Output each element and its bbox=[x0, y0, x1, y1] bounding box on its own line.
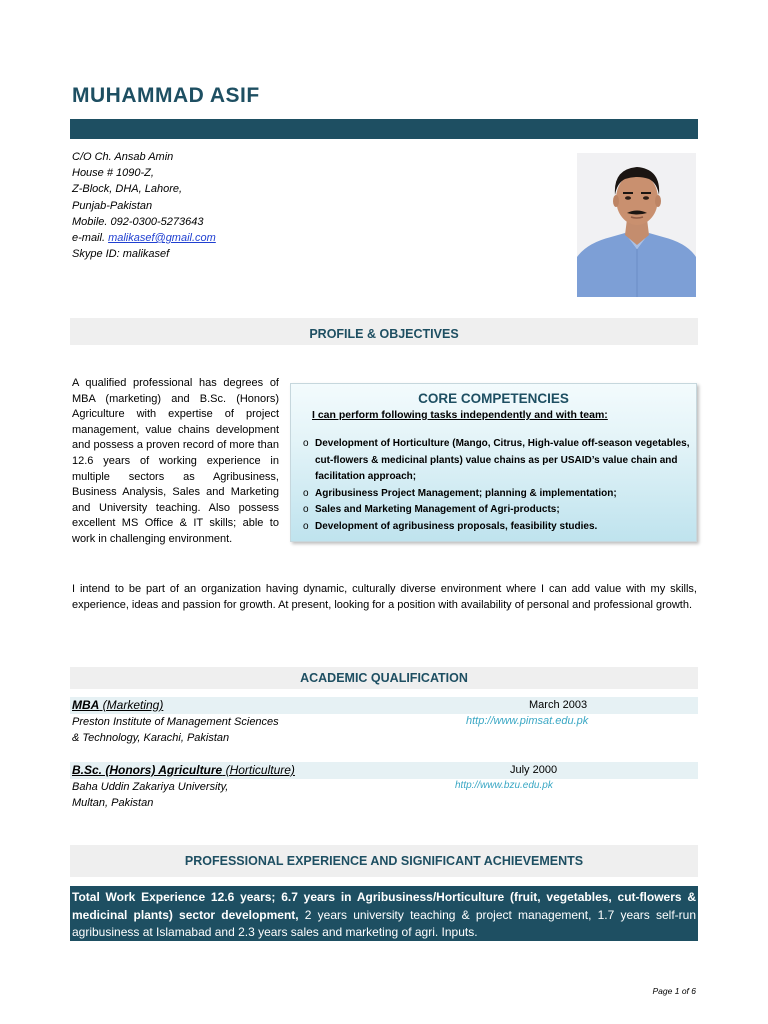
contact-line: Punjab-Pakistan bbox=[72, 199, 153, 212]
experience-summary-bold: Total Work Experience 12.6 years; 6.7 years in Agribusiness/Horticulture (fruit, vegetables, cut-flowers & medicinal plants) sector development, bbox=[72, 890, 696, 922]
core-competencies-title: CORE COMPETENCIES bbox=[418, 391, 569, 406]
section-academic-heading: ACADEMIC QUALIFICATION bbox=[70, 667, 698, 689]
degree-date: July 2000 bbox=[510, 764, 558, 776]
degree-major: (Marketing) bbox=[99, 698, 164, 712]
experience-summary-box bbox=[70, 886, 698, 941]
institution-url[interactable]: http://www.pimsat.edu.pk bbox=[466, 715, 589, 727]
degree-row-mba bbox=[70, 697, 698, 714]
email-link[interactable]: malikasef@gmail.com bbox=[108, 232, 216, 245]
career-objective: I intend to be part of an organization having dynamic, culturally diverse environment where I can add value with my skills, experience, ideas and passion for growth. At present, looking for a position with availability of personal and professional growth. bbox=[72, 583, 697, 611]
section-profile-heading: PROFILE & OBJECTIVES bbox=[70, 318, 698, 345]
core-competencies-intro: I can perform following tasks independently and with team: bbox=[312, 409, 608, 421]
contact-line: House # 1090-Z, bbox=[72, 167, 154, 180]
profile-summary: A qualified professional has degrees of MBA (marketing) and B.Sc. (Honors) Agriculture with expertise of project management, value chains development and possess a proven record of more than 12.6 years of working experience in multiple sectors as Agribusiness, Business Analysis, Sales and Marketing and University teaching. Also possess excellent MS Office & IT skills; able to work in challenging environment. bbox=[72, 377, 279, 545]
candidate-name: MUHAMMAD ASIF bbox=[72, 84, 260, 107]
experience-summary-rest: 2 years university teaching & project management, 1.7 years self-run agribusiness at Islamabad and 2.3 years sales and marketing of agri. Inputs. bbox=[72, 907, 696, 939]
competency-item: o Development of Horticulture (Mango, Citrus, High-value off-season vegetables, cut-flowers & medicinal plants) value chains as per USAID’s value chain and facilitation approach; bbox=[303, 436, 695, 486]
contact-line: Z-Block, DHA, Lahore, bbox=[72, 183, 183, 196]
institution-line: Preston Institute of Management Sciences bbox=[72, 716, 279, 728]
competency-item: o Development of agribusiness proposals, feasibility studies. bbox=[303, 519, 695, 536]
institution bbox=[72, 779, 228, 811]
institution-line: Multan, Pakistan bbox=[72, 797, 154, 810]
header-bar bbox=[70, 119, 698, 139]
section-experience-heading: PROFESSIONAL EXPERIENCE AND SIGNIFICANT ACHIEVEMENTS bbox=[70, 845, 698, 877]
degree-name: MBA bbox=[72, 698, 100, 712]
contact-line: C/O Ch. Ansab Amin bbox=[72, 151, 174, 163]
core-competencies-list bbox=[303, 436, 695, 535]
contact-email-line bbox=[72, 230, 216, 246]
competency-item: o Agribusiness Project Management; planning & implementation; bbox=[303, 486, 695, 503]
institution-line: Baha Uddin Zakariya University, bbox=[72, 781, 229, 793]
institution-url[interactable]: http://www.bzu.edu.pk bbox=[455, 780, 553, 791]
contact-mobile: Mobile. 092-0300-5273643 bbox=[72, 215, 204, 228]
portrait-image bbox=[577, 153, 696, 297]
core-competencies-box bbox=[290, 383, 697, 542]
degree-title bbox=[72, 762, 295, 779]
degree-date: March 2003 bbox=[529, 699, 588, 711]
experience-summary bbox=[72, 889, 696, 942]
degree-name: B.Sc. (Honors) Agriculture bbox=[72, 763, 223, 777]
degree-row-bsc bbox=[70, 762, 698, 779]
profile-photo bbox=[577, 153, 696, 297]
contact-block bbox=[72, 149, 216, 262]
institution bbox=[72, 714, 279, 746]
competency-item: o Sales and Marketing Management of Agri-products; bbox=[303, 502, 695, 519]
email-label: e-mail. bbox=[72, 232, 109, 245]
degree-title bbox=[72, 697, 163, 714]
contact-skype: Skype ID: malikasef bbox=[72, 248, 170, 261]
page-number: Page 1 of 6 bbox=[652, 986, 696, 996]
institution-line: & Technology, Karachi, Pakistan bbox=[72, 732, 230, 745]
degree-major: (Horticulture) bbox=[222, 763, 295, 777]
